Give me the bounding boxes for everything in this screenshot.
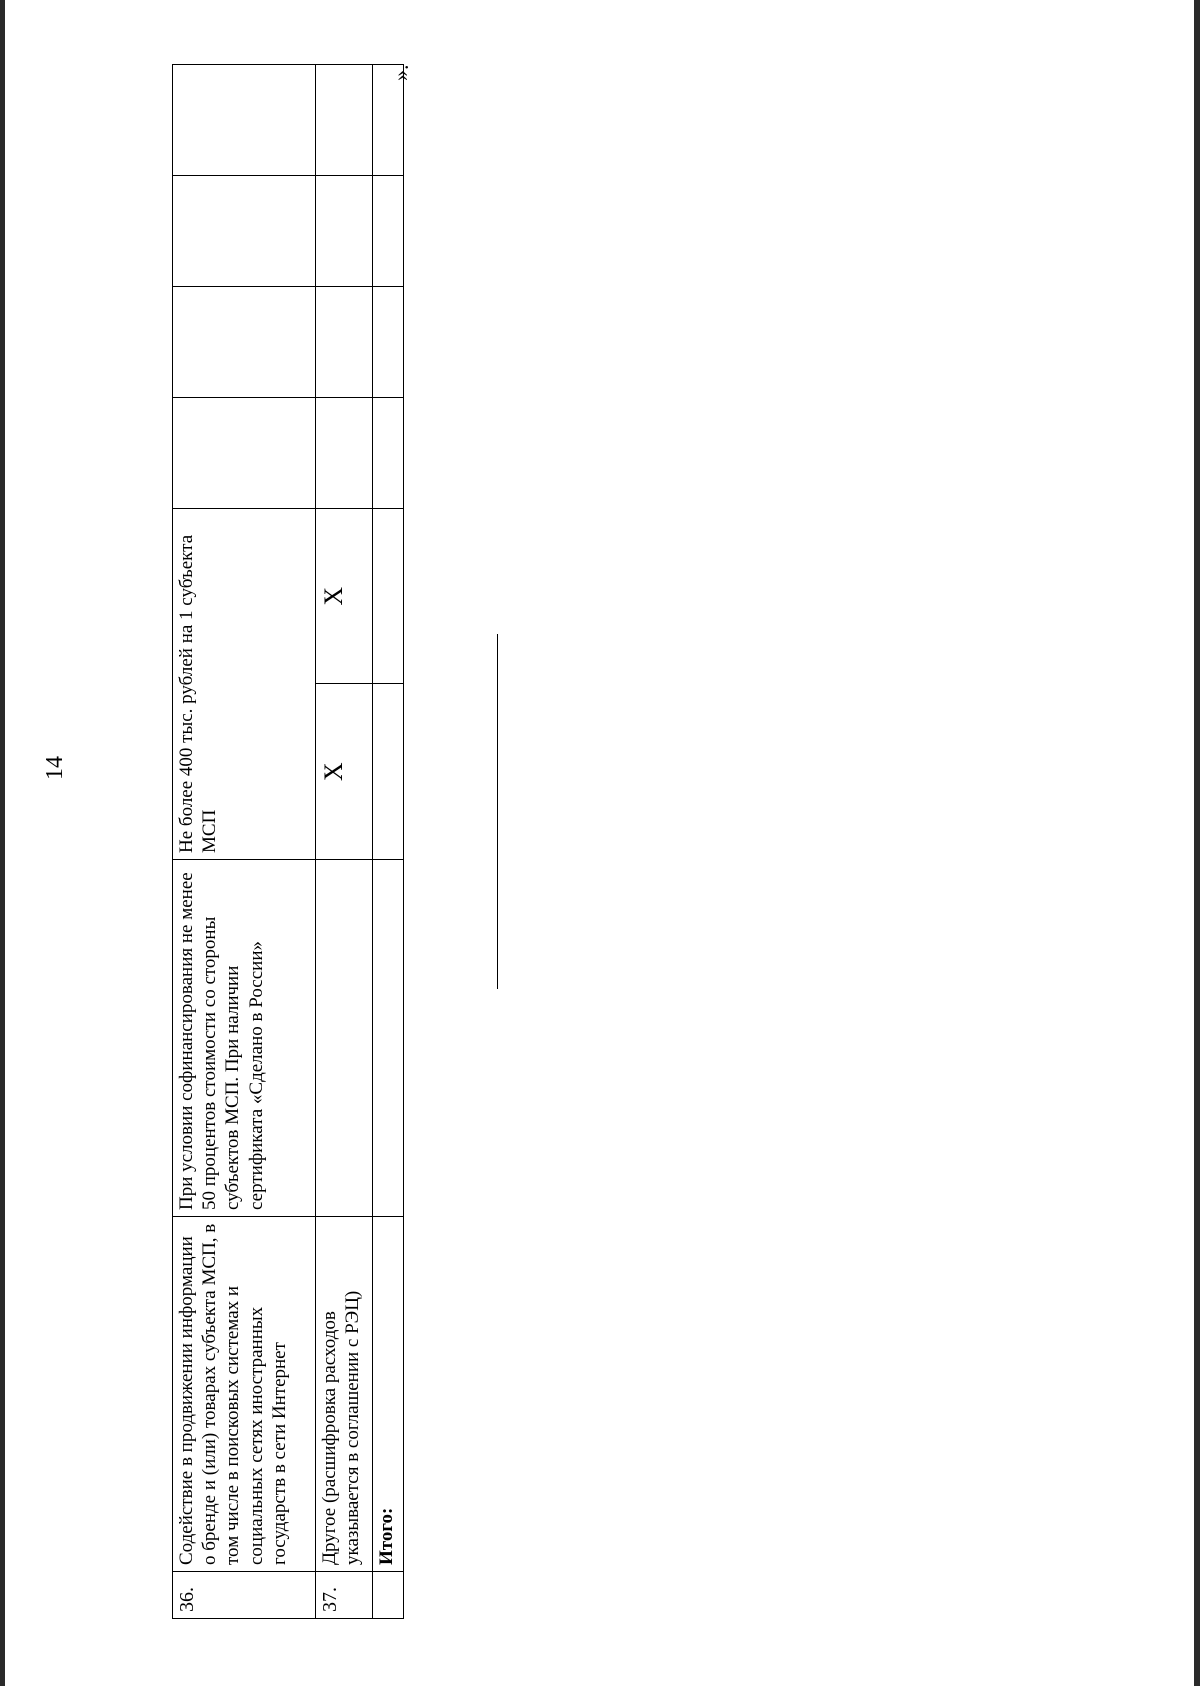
empty-cell <box>373 398 404 509</box>
empty-cell <box>373 287 404 398</box>
empty-cell <box>316 176 373 287</box>
table-row-37 <box>316 65 373 1619</box>
end-divider-line <box>497 634 498 989</box>
scan-edge-left <box>0 0 5 1686</box>
x-mark: Х <box>316 684 373 860</box>
expenses-table <box>172 64 404 1619</box>
page-number: 14 <box>42 756 68 780</box>
empty-cell <box>373 65 404 176</box>
empty-cell <box>173 398 316 509</box>
empty-cell <box>173 65 316 176</box>
expense-name: Другое (расшифровка расходов указывается в соглашении с РЭЦ) <box>316 1217 373 1572</box>
empty-cell <box>373 684 404 860</box>
table-row-total <box>373 65 404 1619</box>
expense-limit: Не более 400 тыс. рублей на 1 субъекта МСП <box>173 509 316 860</box>
scan-edge-right <box>1194 0 1200 1686</box>
empty-cell <box>173 176 316 287</box>
empty-cell <box>316 65 373 176</box>
expense-name: Содействие в продвижении информации о бренде и (или) товарах субъекта МСП, в том числе в поисковых системах и социальных сетях иностранных государств в сети Интернет <box>173 1217 316 1572</box>
x-mark: Х <box>316 509 373 685</box>
table-row-36 <box>173 65 316 1619</box>
row-number: 36. <box>173 1572 316 1619</box>
empty-cell <box>316 398 373 509</box>
empty-cell <box>173 287 316 398</box>
rotated-page-content <box>42 64 413 1619</box>
row-number: 37. <box>316 1572 373 1619</box>
expense-condition <box>316 860 373 1217</box>
total-label: Итого: <box>373 1217 404 1572</box>
empty-cell <box>373 176 404 287</box>
empty-cell <box>316 287 373 398</box>
empty-cell <box>373 1572 404 1619</box>
empty-cell <box>373 509 404 685</box>
expense-condition: При условии софинансирования не менее 50 процентов стоимости со стороны субъектов МСП. При наличии сертификата «Сделано в России» <box>173 860 316 1217</box>
closing-quote-mark: ». <box>388 64 413 81</box>
empty-cell <box>373 860 404 1217</box>
